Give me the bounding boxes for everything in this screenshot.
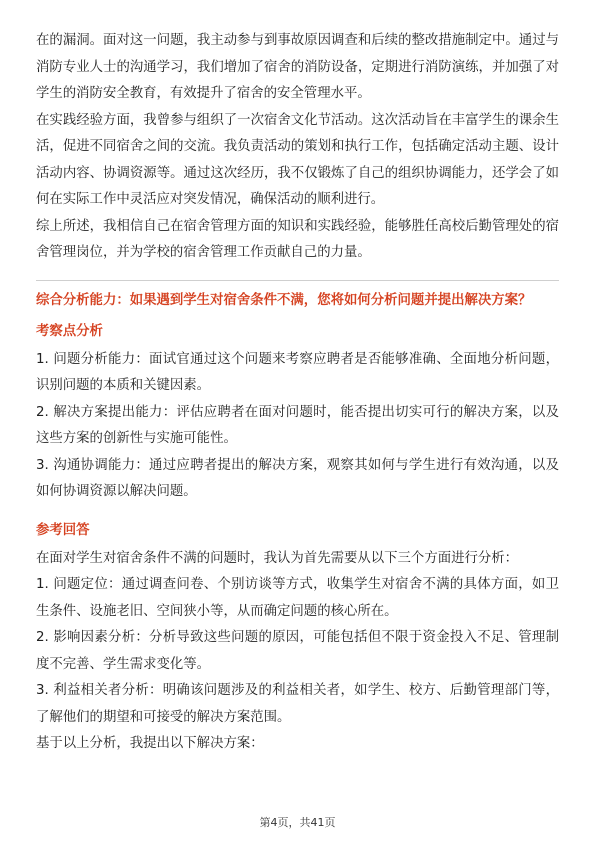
analysis-item: 1. 问题分析能力：面试官通过这个问题来考察应聘者是否能够准确、全面地分析问题，识别问题的本质和关键因素。: [36, 351, 559, 393]
analysis-item: 3. 沟通协调能力：通过应聘者提出的解决方案，观察其如何与学生进行有效沟通，以及如何协调资源以解决问题。: [36, 457, 559, 499]
document-page: [36, 28, 559, 758]
section-divider: [36, 280, 559, 281]
answer-item: 1. 问题定位：通过调查问卷、个别访谈等方式，收集学生对宿舍不满的具体方面，如卫生条件、设施老旧、空间狭小等，从而确定问题的核心所在。: [36, 577, 559, 619]
answer-item: 3. 利益相关者分析：明确该问题涉及的利益相关者，如学生、校方、后勤管理部门等，了解他们的期望和可接受的解决方案范围。: [36, 683, 559, 725]
analysis-item: 2. 解决方案提出能力：评估应聘者在面对问题时，能否提出切实可行的解决方案，以及这些方案的创新性与实施可能性。: [36, 404, 559, 446]
intro-paragraph: 综上所述，我相信自己在宿舍管理方面的知识和实践经验，能够胜任高校后勤管理处的宿舍管理岗位，并为学校的宿舍管理工作贡献自己的力量。: [36, 218, 559, 260]
answer-item: 2. 影响因素分析：分析导致这些问题的原因，可能包括但不限于资金投入不足、管理制度不完善、学生需求变化等。: [36, 630, 559, 672]
answer-heading: 参考回答: [36, 522, 90, 538]
question-title: 综合分析能力：如果遇到学生对宿舍条件不满，您将如何分析问题并提出解决方案？: [36, 292, 532, 308]
analysis-heading: 考察点分析: [36, 323, 103, 339]
intro-paragraph: 在实践经验方面，我曾参与组织了一次宿舍文化节活动。这次活动旨在丰富学生的课余生活，促进不同宿舍之间的交流。我负责活动的策划和执行工作，包括确定活动主题、设计活动内容、协调资源等。通过这次经历，我不仅锻炼了自己的组织协调能力，还学会了如何在实际工作中灵活应对突发情况，确保活动的顺利进行。: [36, 112, 559, 207]
answer-item: 在面对学生对宿舍条件不满的问题时，我认为首先需要从以下三个方面进行分析：: [36, 550, 519, 566]
intro-paragraph: 在的漏洞。面对这一问题，我主动参与到事故原因调查和后续的整改措施制定中。通过与消防专业人士的沟通学习，我们增加了宿舍的消防设备，定期进行消防演练，并加强了对学生的消防安全教育，有效提升了宿舍的安全管理水平。: [36, 33, 559, 101]
answer-item: 基于以上分析，我提出以下解决方案：: [36, 736, 264, 751]
page-number: 第4页，共41页: [259, 816, 336, 829]
